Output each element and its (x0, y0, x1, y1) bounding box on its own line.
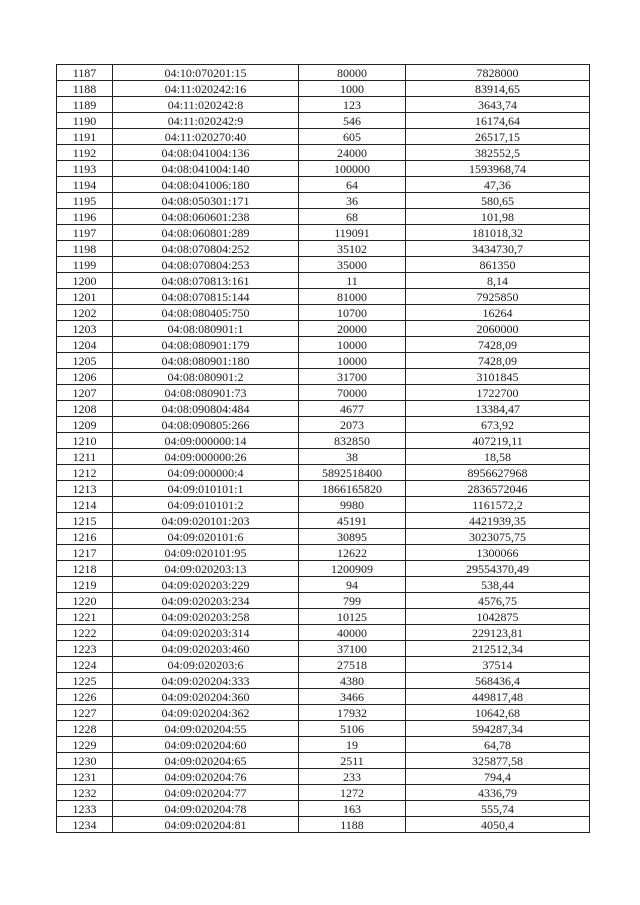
row-number-cell: 1202 (57, 305, 113, 321)
cadastral-number-cell: 04:09:020203:314 (113, 625, 299, 641)
cadastral-number-cell: 04:08:070804:252 (113, 241, 299, 257)
cadastral-number-cell: 04:09:020101:203 (113, 513, 299, 529)
cadastral-number-cell: 04:08:090805:266 (113, 417, 299, 433)
cadastral-value-cell: 8956627968 (406, 465, 590, 481)
cadastral-value-cell: 4050,4 (406, 817, 590, 833)
row-number-cell: 1223 (57, 641, 113, 657)
cadastral-number-cell: 04:09:020204:55 (113, 721, 299, 737)
row-number-cell: 1233 (57, 801, 113, 817)
row-number-cell: 1199 (57, 257, 113, 273)
row-number-cell: 1204 (57, 337, 113, 353)
area-cell: 4380 (299, 673, 406, 689)
cadastral-number-cell: 04:11:020242:16 (113, 81, 299, 97)
area-cell: 123 (299, 97, 406, 113)
area-cell: 20000 (299, 321, 406, 337)
cadastral-value-cell: 101,98 (406, 209, 590, 225)
row-number-cell: 1209 (57, 417, 113, 433)
cadastral-number-cell: 04:09:020204:362 (113, 705, 299, 721)
cadastral-number-cell: 04:09:020203:229 (113, 577, 299, 593)
cadastral-value-cell: 3434730,7 (406, 241, 590, 257)
cadastral-value-cell: 1161572,2 (406, 497, 590, 513)
row-number-cell: 1218 (57, 561, 113, 577)
table-row (57, 289, 590, 305)
row-number-cell: 1205 (57, 353, 113, 369)
cadastral-value-cell: 580,65 (406, 193, 590, 209)
cadastral-value-cell: 1722700 (406, 385, 590, 401)
cadastral-value-cell: 8,14 (406, 273, 590, 289)
table-row (57, 689, 590, 705)
table-row (57, 273, 590, 289)
cadastral-value-cell: 673,92 (406, 417, 590, 433)
cadastral-value-cell: 2836572046 (406, 481, 590, 497)
row-number-cell: 1214 (57, 497, 113, 513)
area-cell: 35000 (299, 257, 406, 273)
row-number-cell: 1193 (57, 161, 113, 177)
cadastral-number-cell: 04:08:070815:144 (113, 289, 299, 305)
area-cell: 64 (299, 177, 406, 193)
row-number-cell: 1188 (57, 81, 113, 97)
cadastral-value-cell: 555,74 (406, 801, 590, 817)
cadastral-number-cell: 04:09:020204:77 (113, 785, 299, 801)
table-row (57, 385, 590, 401)
cadastral-value-cell: 449817,48 (406, 689, 590, 705)
cadastral-number-cell: 04:09:010101:2 (113, 497, 299, 513)
area-cell: 40000 (299, 625, 406, 641)
area-cell: 2511 (299, 753, 406, 769)
cadastral-number-cell: 04:08:041006:180 (113, 177, 299, 193)
table-row (57, 785, 590, 801)
row-number-cell: 1198 (57, 241, 113, 257)
cadastral-number-cell: 04:08:080405:750 (113, 305, 299, 321)
cadastral-number-cell: 04:09:020101:95 (113, 545, 299, 561)
row-number-cell: 1231 (57, 769, 113, 785)
row-number-cell: 1215 (57, 513, 113, 529)
area-cell: 81000 (299, 289, 406, 305)
table-row (57, 401, 590, 417)
cadastral-value-cell: 3643,74 (406, 97, 590, 113)
cadastral-value-cell: 7428,09 (406, 337, 590, 353)
table-row (57, 657, 590, 673)
table-row (57, 145, 590, 161)
row-number-cell: 1201 (57, 289, 113, 305)
cadastral-number-cell: 04:08:060601:238 (113, 209, 299, 225)
cadastral-number-cell: 04:09:010101:1 (113, 481, 299, 497)
cadastral-value-cell: 538,44 (406, 577, 590, 593)
cadastral-number-cell: 04:09:020203:234 (113, 593, 299, 609)
cadastral-value-cell: 13384,47 (406, 401, 590, 417)
table-row (57, 721, 590, 737)
row-number-cell: 1224 (57, 657, 113, 673)
table-row (57, 129, 590, 145)
cadastral-value-cell: 83914,65 (406, 81, 590, 97)
cadastral-value-cell: 26517,15 (406, 129, 590, 145)
table-row (57, 113, 590, 129)
area-cell: 31700 (299, 369, 406, 385)
cadastral-value-cell: 1300066 (406, 545, 590, 561)
cadastral-value-cell: 325877,58 (406, 753, 590, 769)
table-row (57, 225, 590, 241)
area-cell: 38 (299, 449, 406, 465)
table-row (57, 81, 590, 97)
cadastral-number-cell: 04:08:080901:180 (113, 353, 299, 369)
area-cell: 36 (299, 193, 406, 209)
area-cell: 2073 (299, 417, 406, 433)
cadastral-number-cell: 04:08:041004:140 (113, 161, 299, 177)
row-number-cell: 1232 (57, 785, 113, 801)
row-number-cell: 1197 (57, 225, 113, 241)
table-row (57, 497, 590, 513)
area-cell: 9980 (299, 497, 406, 513)
cadastral-number-cell: 04:11:020270:40 (113, 129, 299, 145)
cadastral-number-cell: 04:09:020204:60 (113, 737, 299, 753)
table-row (57, 529, 590, 545)
cadastral-value-cell: 16174,64 (406, 113, 590, 129)
row-number-cell: 1230 (57, 753, 113, 769)
area-cell: 19 (299, 737, 406, 753)
table-row (57, 641, 590, 657)
cadastral-number-cell: 04:11:020242:8 (113, 97, 299, 113)
cadastral-value-cell: 4421939,35 (406, 513, 590, 529)
table-row (57, 769, 590, 785)
row-number-cell: 1221 (57, 609, 113, 625)
row-number-cell: 1200 (57, 273, 113, 289)
cadastral-number-cell: 04:09:020204:333 (113, 673, 299, 689)
cadastral-number-cell: 04:09:020101:6 (113, 529, 299, 545)
cadastral-value-cell: 7925850 (406, 289, 590, 305)
cadastral-number-cell: 04:11:020242:9 (113, 113, 299, 129)
area-cell: 799 (299, 593, 406, 609)
area-cell: 100000 (299, 161, 406, 177)
area-cell: 17932 (299, 705, 406, 721)
table-row (57, 753, 590, 769)
table-row (57, 673, 590, 689)
area-cell: 24000 (299, 145, 406, 161)
cadastral-value-cell: 861350 (406, 257, 590, 273)
table-row (57, 65, 590, 81)
table-row (57, 817, 590, 833)
area-cell: 10000 (299, 353, 406, 369)
area-cell: 94 (299, 577, 406, 593)
row-number-cell: 1228 (57, 721, 113, 737)
table-row (57, 257, 590, 273)
area-cell: 80000 (299, 65, 406, 81)
row-number-cell: 1190 (57, 113, 113, 129)
cadastral-number-cell: 04:08:041004:136 (113, 145, 299, 161)
area-cell: 5892518400 (299, 465, 406, 481)
table-row (57, 513, 590, 529)
row-number-cell: 1189 (57, 97, 113, 113)
row-number-cell: 1196 (57, 209, 113, 225)
cadastral-value-cell: 47,36 (406, 177, 590, 193)
row-number-cell: 1213 (57, 481, 113, 497)
area-cell: 45191 (299, 513, 406, 529)
area-cell: 1188 (299, 817, 406, 833)
row-number-cell: 1187 (57, 65, 113, 81)
cadastral-value-cell: 10642,68 (406, 705, 590, 721)
cadastral-number-cell: 04:09:020203:460 (113, 641, 299, 657)
cadastral-value-cell: 229123,81 (406, 625, 590, 641)
cadastral-number-cell: 04:08:070804:253 (113, 257, 299, 273)
table-row (57, 577, 590, 593)
row-number-cell: 1227 (57, 705, 113, 721)
area-cell: 1000 (299, 81, 406, 97)
cadastral-value-cell: 2060000 (406, 321, 590, 337)
row-number-cell: 1191 (57, 129, 113, 145)
table-row (57, 209, 590, 225)
cadastral-number-cell: 04:08:070813:161 (113, 273, 299, 289)
row-number-cell: 1194 (57, 177, 113, 193)
cadastral-number-cell: 04:09:020203:258 (113, 609, 299, 625)
cadastral-number-cell: 04:08:060801:289 (113, 225, 299, 241)
area-cell: 10700 (299, 305, 406, 321)
area-cell: 11 (299, 273, 406, 289)
cadastral-number-cell: 04:09:020203:6 (113, 657, 299, 673)
table-row (57, 625, 590, 641)
cadastral-value-cell: 1593968,74 (406, 161, 590, 177)
table-row (57, 609, 590, 625)
area-cell: 68 (299, 209, 406, 225)
row-number-cell: 1216 (57, 529, 113, 545)
cadastral-value-cell: 3101845 (406, 369, 590, 385)
table-row (57, 369, 590, 385)
row-number-cell: 1207 (57, 385, 113, 401)
cadastral-value-cell: 1042875 (406, 609, 590, 625)
cadastral-number-cell: 04:08:090804:484 (113, 401, 299, 417)
row-number-cell: 1219 (57, 577, 113, 593)
area-cell: 5106 (299, 721, 406, 737)
cadastral-value-cell: 7828000 (406, 65, 590, 81)
table-row (57, 593, 590, 609)
table-row (57, 433, 590, 449)
cadastral-value-cell: 4336,79 (406, 785, 590, 801)
table-row (57, 801, 590, 817)
table-row (57, 417, 590, 433)
area-cell: 10000 (299, 337, 406, 353)
table-row (57, 449, 590, 465)
row-number-cell: 1208 (57, 401, 113, 417)
table-body (57, 65, 590, 833)
area-cell: 163 (299, 801, 406, 817)
area-cell: 1272 (299, 785, 406, 801)
cadastral-number-cell: 04:10:070201:15 (113, 65, 299, 81)
area-cell: 30895 (299, 529, 406, 545)
cadastral-value-cell: 16264 (406, 305, 590, 321)
cadastral-number-cell: 04:09:000000:4 (113, 465, 299, 481)
row-number-cell: 1226 (57, 689, 113, 705)
row-number-cell: 1234 (57, 817, 113, 833)
row-number-cell: 1220 (57, 593, 113, 609)
cadastral-number-cell: 04:09:020204:360 (113, 689, 299, 705)
area-cell: 832850 (299, 433, 406, 449)
cadastral-number-cell: 04:09:020204:76 (113, 769, 299, 785)
table-row (57, 545, 590, 561)
cadastral-value-cell: 382552,5 (406, 145, 590, 161)
table-row (57, 177, 590, 193)
row-number-cell: 1206 (57, 369, 113, 385)
table-row (57, 481, 590, 497)
area-cell: 1866165820 (299, 481, 406, 497)
row-number-cell: 1229 (57, 737, 113, 753)
table-row (57, 337, 590, 353)
cadastral-number-cell: 04:09:000000:26 (113, 449, 299, 465)
table-row (57, 305, 590, 321)
cadastral-value-cell: 181018,32 (406, 225, 590, 241)
cadastral-value-cell: 594287,34 (406, 721, 590, 737)
table-row (57, 193, 590, 209)
area-cell: 37100 (299, 641, 406, 657)
cadastral-value-cell: 64,78 (406, 737, 590, 753)
row-number-cell: 1217 (57, 545, 113, 561)
cadastral-number-cell: 04:08:050301:171 (113, 193, 299, 209)
area-cell: 12622 (299, 545, 406, 561)
row-number-cell: 1192 (57, 145, 113, 161)
row-number-cell: 1211 (57, 449, 113, 465)
cadastral-number-cell: 04:09:020204:78 (113, 801, 299, 817)
table-row (57, 737, 590, 753)
area-cell: 10125 (299, 609, 406, 625)
area-cell: 4677 (299, 401, 406, 417)
area-cell: 27518 (299, 657, 406, 673)
cadastral-number-cell: 04:08:080901:179 (113, 337, 299, 353)
row-number-cell: 1203 (57, 321, 113, 337)
area-cell: 70000 (299, 385, 406, 401)
area-cell: 3466 (299, 689, 406, 705)
row-number-cell: 1210 (57, 433, 113, 449)
table-row (57, 465, 590, 481)
row-number-cell: 1222 (57, 625, 113, 641)
table-row (57, 561, 590, 577)
table-row (57, 97, 590, 113)
cadastral-number-cell: 04:08:080901:2 (113, 369, 299, 385)
cadastral-number-cell: 04:09:020204:65 (113, 753, 299, 769)
table-row (57, 321, 590, 337)
area-cell: 1200909 (299, 561, 406, 577)
cadastral-value-cell: 4576,75 (406, 593, 590, 609)
area-cell: 119091 (299, 225, 406, 241)
cadastral-value-cell: 212512,34 (406, 641, 590, 657)
row-number-cell: 1225 (57, 673, 113, 689)
cadastral-number-cell: 04:09:000000:14 (113, 433, 299, 449)
row-number-cell: 1212 (57, 465, 113, 481)
cadastral-value-cell: 37514 (406, 657, 590, 673)
area-cell: 233 (299, 769, 406, 785)
cadastral-value-cell: 18,58 (406, 449, 590, 465)
cadastral-value-cell: 794,4 (406, 769, 590, 785)
cadastral-number-cell: 04:09:020203:13 (113, 561, 299, 577)
area-cell: 546 (299, 113, 406, 129)
row-number-cell: 1195 (57, 193, 113, 209)
cadastral-value-table (56, 64, 590, 833)
area-cell: 35102 (299, 241, 406, 257)
area-cell: 605 (299, 129, 406, 145)
table-row (57, 241, 590, 257)
cadastral-value-cell: 29554370,49 (406, 561, 590, 577)
cadastral-value-cell: 7428,09 (406, 353, 590, 369)
table-row (57, 353, 590, 369)
cadastral-number-cell: 04:08:080901:1 (113, 321, 299, 337)
table-row (57, 161, 590, 177)
cadastral-number-cell: 04:09:020204:81 (113, 817, 299, 833)
cadastral-value-cell: 407219,11 (406, 433, 590, 449)
table-row (57, 705, 590, 721)
cadastral-value-cell: 568436,4 (406, 673, 590, 689)
cadastral-number-cell: 04:08:080901:73 (113, 385, 299, 401)
cadastral-value-cell: 3023075,75 (406, 529, 590, 545)
